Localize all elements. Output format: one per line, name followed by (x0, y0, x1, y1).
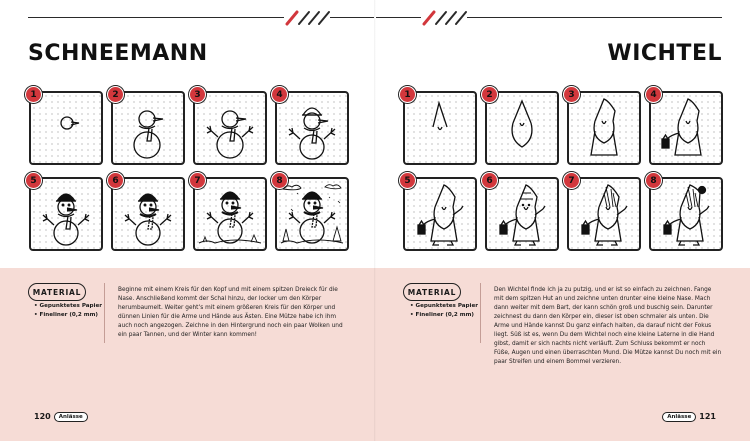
step-number: 5 (25, 172, 42, 189)
snowman-step-2-drawing (113, 93, 183, 163)
header-rule-left (28, 17, 284, 18)
material-label-left: MATERIAL (28, 283, 86, 301)
page-title-gnome: WICHTEL (607, 41, 722, 66)
gnome-step-5-drawing (405, 179, 475, 249)
snowman-step-4 (275, 91, 349, 165)
step-number: 6 (481, 172, 498, 189)
gnome-step-2 (485, 91, 559, 165)
page-number-left: 120 (34, 412, 51, 421)
snowman-step-1-drawing (31, 93, 101, 163)
snowman-step-8 (275, 177, 349, 251)
footer-left (34, 411, 88, 422)
step-number: 5 (399, 172, 416, 189)
material-item: • Fineliner (0,2 mm) (34, 312, 98, 318)
section-badge-right: Anlässe (662, 412, 696, 422)
step-number: 7 (563, 172, 580, 189)
snowman-step-2 (111, 91, 185, 165)
step-number: 3 (189, 86, 206, 103)
gnome-step-4 (649, 91, 723, 165)
snowman-step-6 (111, 177, 185, 251)
step-number: 3 (563, 86, 580, 103)
gnome-step-6-drawing (487, 179, 557, 249)
gnome-step-6 (485, 177, 559, 251)
step-number: 6 (107, 172, 124, 189)
step-number: 4 (645, 86, 662, 103)
gnome-step-3-drawing (569, 93, 639, 163)
snowman-step-5-drawing (31, 179, 101, 249)
snowman-step-7-drawing (195, 179, 265, 249)
step-number: 1 (25, 86, 42, 103)
material-item: • Gepunktetes Papier (410, 303, 479, 309)
divider-right (480, 283, 481, 343)
pencils-icon (421, 8, 467, 28)
snowman-step-6-drawing (113, 179, 183, 249)
snowman-step-4-drawing (277, 93, 347, 163)
gnome-step-8 (649, 177, 723, 251)
book-spine (374, 0, 376, 441)
instructions-gnome: Den Wichtel finde ich ja zu putzig, und er ist so einfach zu zeichnen. Fange mit dem spitzen Hut an und zeichne unten drunter eine kleine Nase. Mach dann weiter mit dem Bart, der kann schön groß und buschig sein. Darunter zeichnest du dann den Körper ein, dieser ist oben schmaler als unten. Die Arme und Hände kannst Du ganz einfach halten, da darauf nicht der Fokus liegt. Süß ist es, wenn Du dem Wichtel noch eine kleine Laterne in die Hand gibst, damit er sich nachts nicht verläuft. Zum Schluss bekommt er noch Füße, Augen und einen überraschten Mund. Die Mütze kannst Du noch mit ein paar Streifen und einem Bommel verzieren. (494, 287, 722, 365)
gnome-step-8-drawing (651, 179, 721, 249)
gnome-step-1 (403, 91, 477, 165)
gnome-step-5 (403, 177, 477, 251)
step-number: 2 (481, 86, 498, 103)
material-list-right (410, 302, 478, 320)
snowman-step-1 (29, 91, 103, 165)
snowman-step-5 (29, 177, 103, 251)
page-number-right: 121 (699, 412, 716, 421)
step-number: 1 (399, 86, 416, 103)
step-number: 2 (107, 86, 124, 103)
gnome-step-7-drawing (569, 179, 639, 249)
section-badge-left: Anlässe (54, 412, 88, 422)
snowman-step-3-drawing (195, 93, 265, 163)
gnome-step-1-drawing (405, 93, 475, 163)
material-list-left (34, 302, 102, 320)
snowman-step-7 (193, 177, 267, 251)
pencils-icon (284, 8, 330, 28)
instructions-snowman: Beginne mit einem Kreis für den Kopf und mit einem spitzen Dreieck für die Nase. Anschließend kommt der Schal hinzu, der locker um den Körper herumbaumelt. Weiter geht’s mit einem größeren Kreis für den Körper und dünnen Linien für die Arme und Hände aus Ästen. Eine Mütze habe ich ihm auch noch angezogen. Zeichne in den Hintergrund noch ein paar Wolken und ein paar Tannen, und der Winter kann kommen! (118, 287, 343, 338)
gnome-step-7 (567, 177, 641, 251)
material-item: • Fineliner (0,2 mm) (410, 312, 474, 318)
step-number: 8 (271, 172, 288, 189)
snowman-step-3 (193, 91, 267, 165)
divider-left (104, 283, 105, 343)
header-rule-right-start (376, 17, 421, 18)
gnome-step-3 (567, 91, 641, 165)
gnome-step-2-drawing (487, 93, 557, 163)
material-item: • Gepunktetes Papier (34, 303, 103, 309)
step-number: 4 (271, 86, 288, 103)
page-title-snowman: SCHNEEMANN (28, 41, 208, 66)
material-label-right: MATERIAL (403, 283, 461, 301)
step-number: 7 (189, 172, 206, 189)
footer-right (662, 411, 716, 422)
snowman-step-8-drawing (277, 179, 347, 249)
step-number: 8 (645, 172, 662, 189)
gnome-step-4-drawing (651, 93, 721, 163)
header-rule-right (467, 17, 722, 18)
header-rule-left-end (330, 17, 374, 18)
